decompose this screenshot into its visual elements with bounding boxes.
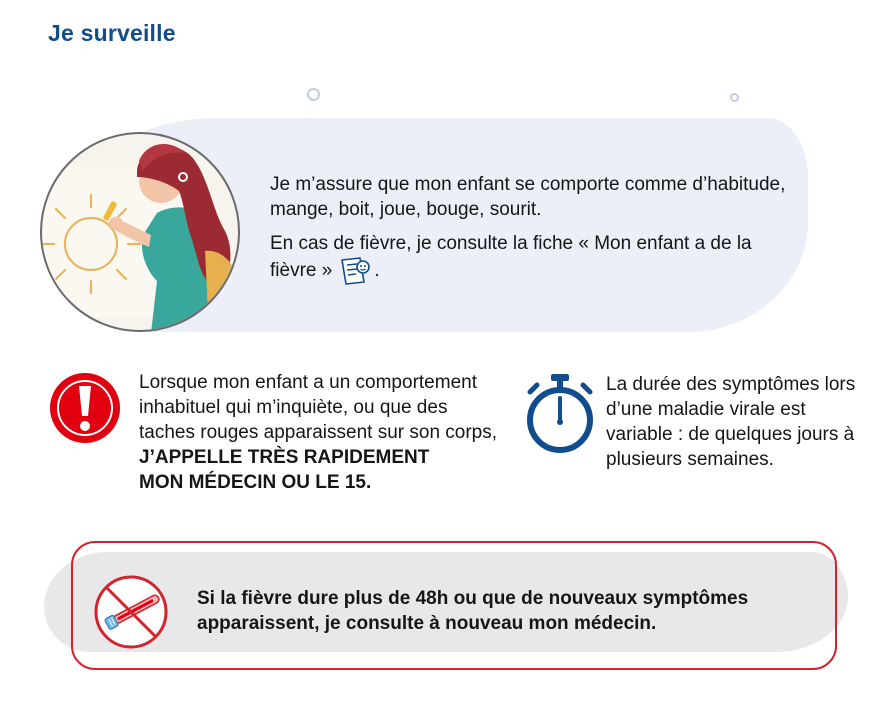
- alert-call-line-1: J’APPELLE TRÈS RAPIDEMENT: [139, 447, 430, 468]
- fever-sheet-period: .: [374, 260, 380, 281]
- alert-call-line-2: MON MÉDECIN OU LE 15.: [139, 472, 372, 493]
- monitoring-text: [270, 172, 790, 295]
- stopwatch-icon: [524, 372, 596, 456]
- fever-sheet-paragraph: [270, 231, 790, 286]
- fever-sheet-text: En cas de fièvre, je consulte la fiche « Mon enfant a de la fièvre »: [270, 233, 752, 281]
- document-thermometer-icon: [338, 256, 372, 286]
- persistent-fever-warning: [197, 586, 837, 636]
- child-drawing-sun-icon: [39, 131, 241, 333]
- decor-bubble: [307, 88, 320, 101]
- behaviour-paragraph: Je m’assure que mon enfant se comporte comme d’habitude, mange, boit, joue, bouge, sourit.: [270, 174, 786, 220]
- decor-bubble: [730, 93, 739, 102]
- warning-line-2: apparaissent, je consulte à nouveau mon médecin.: [197, 613, 657, 634]
- exclamation-alert-icon: [49, 372, 121, 444]
- alert-text: [139, 370, 499, 495]
- section-title: Je surveille: [48, 20, 176, 46]
- warning-line-1: Si la fièvre dure plus de 48h ou que de nouveaux symptômes: [197, 588, 749, 609]
- alert-description: Lorsque mon enfant a un comportement inhabituel qui m’inquiète, ou que des taches rouges apparaissent sur son corps,: [139, 372, 498, 443]
- duration-text: La durée des symptômes lors d’une maladie virale est variable : de quelques jours à plusieurs semaines.: [606, 374, 856, 470]
- no-thermometer-icon: [92, 573, 170, 651]
